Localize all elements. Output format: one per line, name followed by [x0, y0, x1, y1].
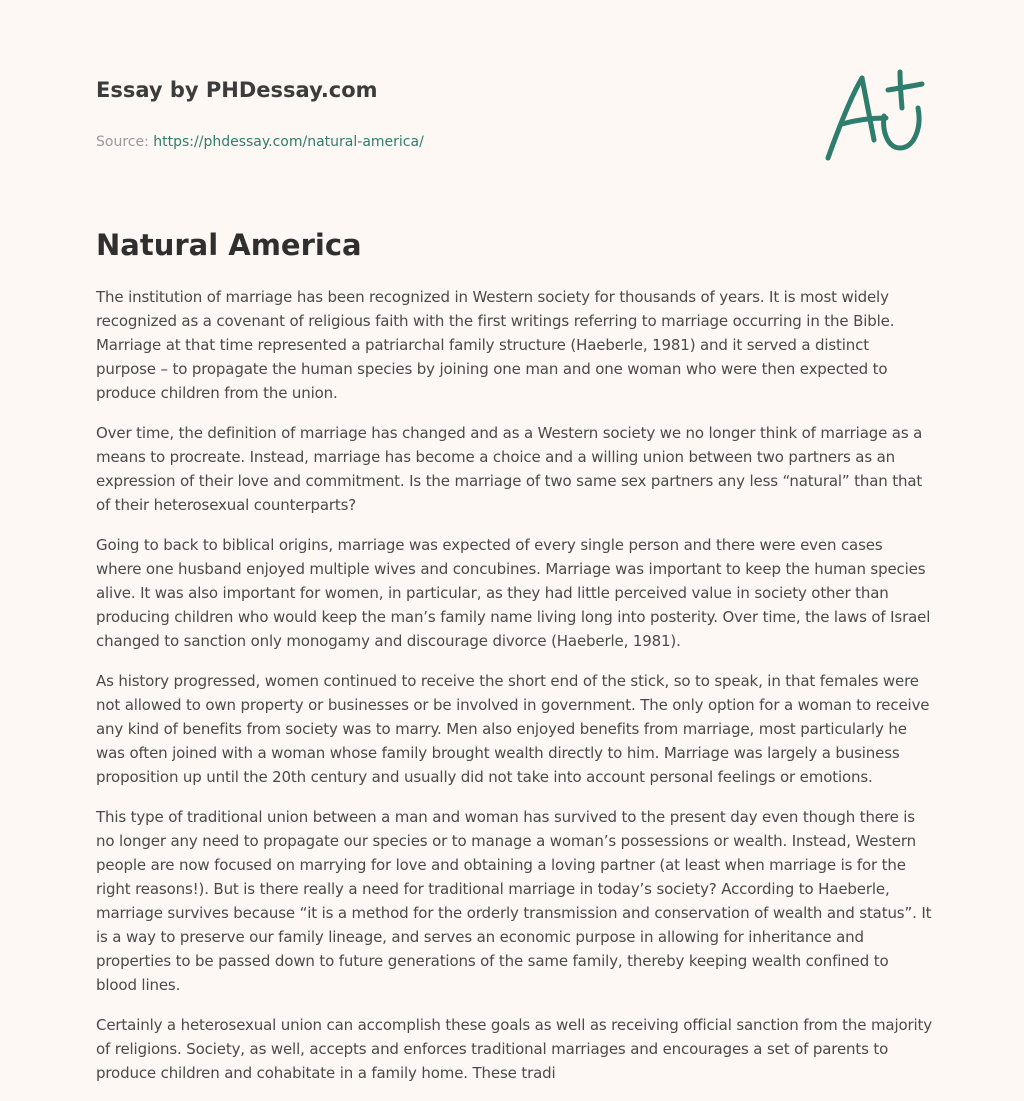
essay-body	[96, 285, 932, 1101]
paragraph: Certainly a heterosexual union can accomplish these goals as well as receiving official sanction from the majority of religions. Society, as well, accepts and enforces traditional marriages and encourages a set of parents to produce children and cohabitate in a family home. These tradi	[96, 1016, 932, 1082]
paragraph: As history progressed, women continued to receive the short end of the stick, so to speak, in that females were not allowed to own property or businesses or be involved in government. The only option for a woman to receive any kind of benefits from society was to marry. Men also enjoyed benefits from marriage, most particularly he was often joined with a woman whose family brought wealth directly to him. Marriage was largely a business proposition up until the 20th century and usually did not take into account personal feelings or emotions.	[96, 672, 930, 786]
paragraph: The institution of marriage has been recognized in Western society for thousands of years. It is most widely recognized as a covenant of religious faith with the first writings referring to marriage occurring in the Bible. Marriage at that time represented a patriarchal family structure (Haeberle, 1981) and it served a distinct purpose – to propagate the human species by joining one man and one woman who were then expected to produce children from the union.	[96, 288, 895, 402]
source-link[interactable]: https://phdessay.com/natural-america/	[153, 134, 424, 150]
site-brand: Essay by PHDessay.com	[96, 78, 378, 102]
essay-title: Natural America	[96, 228, 362, 262]
paragraph: Going to back to biblical origins, marriage was expected of every single person and there were even cases where one husband enjoyed multiple wives and concubines. Marriage was important to keep the human species alive. It was also important for women, in particular, as they had little perceived value in society other than producing children who would keep the man’s family name living long into posterity. Over time, the laws of Israel changed to sanction only monogamy and discourage divorce (Haeberle, 1981).	[96, 536, 931, 650]
a-plus-logo-icon	[822, 68, 926, 164]
source-label: Source:	[96, 134, 149, 150]
paragraph: Over time, the definition of marriage has changed and as a Western society we no longer think of marriage as a means to procreate. Instead, marriage has become a choice and a willing union between two partners as an expression of their love and commitment. Is the marriage of two same sex partners any less “natural” than that of their heterosexual counterparts?	[96, 424, 923, 514]
source-line	[96, 132, 796, 152]
paragraph: This type of traditional union between a man and woman has survived to the present day even though there is no longer any need to propagate our species or to manage a woman’s possessions or wealth. Instead, Western people are now focused on marrying for love and obtaining a loving partner (at least when marriage is for the right reasons!). But is there really a need for traditional marriage in today’s society? According to Haeberle, marriage survives because “it is a method for the orderly transmission and conservation of wealth and status”. It is a way to preserve our family lineage, and serves an economic purpose in allowing for inheritance and properties to be passed down to future generations of the same family, thereby keeping wealth confined to blood lines.	[96, 808, 932, 994]
page-header	[96, 76, 796, 152]
